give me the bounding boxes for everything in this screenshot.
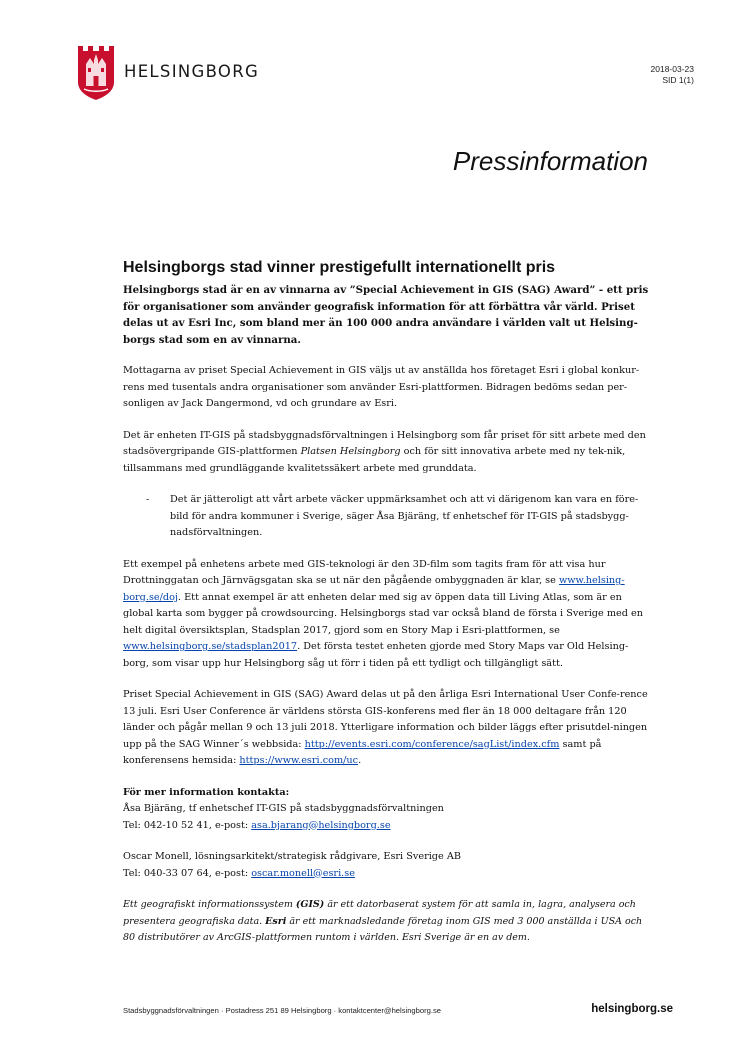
tel-text: Tel: 042-10 52 41, e-post: xyxy=(123,819,252,831)
contact-name: Oscar Monell, lösningsarkitekt/strategisk rådgivare, Esri Sverige AB xyxy=(123,851,461,862)
stadsplan-link[interactable]: www.helsingborg.se/stadsplan2017 xyxy=(123,641,298,652)
sag-list-link[interactable]: http://events.esri.com/conference/sagList/index.cfm xyxy=(304,738,560,750)
contact-block-2 xyxy=(123,849,653,882)
press-release-body xyxy=(123,258,653,947)
helsingborg-crest-logo xyxy=(76,42,116,100)
email-link[interactable]: oscar.monell@esri.se xyxy=(251,867,355,879)
contact-name: Åsa Bjäräng, tf enhetschef IT-GIS på stadsbyggnadsförvaltningen xyxy=(123,803,444,814)
text: Ett geografiskt informationssystem xyxy=(123,899,296,910)
text: är ett marknadsledande företag inom GIS med 3 000 anställda i USA och 80 distributörer av ArcGIS-plattformen runtom i världen. Esri Sverige är en av dem. xyxy=(123,915,643,943)
list-dash: - xyxy=(146,494,150,505)
paragraph-3 xyxy=(123,557,653,673)
tel-text: Tel: 040-33 07 64, e-post: xyxy=(123,867,252,879)
text: samt på konferensens hemsida: xyxy=(123,738,602,766)
esri-uc-link[interactable]: https://www.esri.com/uc xyxy=(239,755,359,766)
contact-tel xyxy=(123,866,653,883)
contact-tel xyxy=(123,818,653,835)
lead-paragraph: Helsingborgs stad är en av vinnarna av ”Special Achievement in GIS (SAG) Award” - ett pris för organisationer som använder geografisk information för att förbättra vår värld. Priset delas ut av Esri Inc, som bland mer än 100 000 andra användare i världen valt ut Helsing-borgs stad som en av vinnarna. xyxy=(123,284,649,346)
headline: Helsingborgs stad vinner prestigefullt internationellt pris xyxy=(123,259,556,276)
text: Ett exempel på enhetens arbete med GIS-teknologi är den 3D-film som tagits fram för att visa hur Drottninggatan och Järnvägsgatan ska se ut när den pågående ombyggnaden är klar, se xyxy=(123,558,606,586)
text: Priset Special Achievement in GIS (SAG) Award delas ut på den årliga Esri International User Confe-rence 13 juli. Esri User Conference är världens största GIS-konferens med fler än 18 000 deltagare från 120 länder och pågår mellan 9 och 13 juli 2018. Ytterligare information och bilder läggs efter prisutdel-ningen upp på the SAG Winner´s webbsida: xyxy=(123,689,648,750)
footer-address: Stadsbyggnadsförvaltningen · Postadress 251 89 Helsingborg · kontaktcenter@helsingborg.se xyxy=(123,1006,441,1015)
text: Det är enheten IT-GIS på stadsbyggnadsförvaltningen i Helsingborg som får priset för sitt arbete med den stadsövergripande GIS-plattformen xyxy=(123,429,646,457)
text: är ett datorbaserat system för att samla in, lagra, analysera och presentera geografiska data. xyxy=(123,899,636,927)
document-type-title: Pressinformation xyxy=(452,146,648,176)
page-number: SID 1(1) xyxy=(662,75,694,85)
text: . Det första testet enheten gjorde med Story Maps var Old Helsing-borg, som visar upp hur Helsingborg såg ut förr i tiden på ett tydligt och tillgängligt sätt. xyxy=(123,641,629,669)
quote-block xyxy=(123,492,653,542)
text: . xyxy=(358,755,362,766)
paragraph-1: Mottagarna av priset Special Achievement in GIS väljs ut av anställda hos företaget Esri i global konkur-rens med tusentals andra organisationer som använder Esri-plattformen. Bidragen bedöms sedan per-sonligen av Jack Dangermond, vd och grundare av Esri. xyxy=(123,365,640,409)
quote-text: Det är jätteroligt att vårt arbete väcker uppmärksamhet och att vi därigenom kan vara en före-bild för andra kommuner i Sverige, säger Åsa Bjäräng, tf enhetschef för IT-GIS på stadsbygg-nadsförvaltningen. xyxy=(170,494,639,538)
contact-block-1 xyxy=(123,785,653,835)
platform-name: Platsen Helsingborg xyxy=(300,446,401,457)
esri-term: Esri xyxy=(265,915,287,927)
document-date: 2018-03-23 xyxy=(650,64,694,74)
contact-heading: För mer information kontakta: xyxy=(123,786,290,798)
paragraph-2 xyxy=(123,428,653,478)
paragraph-4 xyxy=(123,687,653,770)
text: . Ett annat exempel är att enheten delar med sig av öppen data till Living Atlas, som är en global karta som bygger på crowdsourcing. Helsingborgs stad var också bland de första i Sverige med en helt digital översiktsplan, Stadsplan 2017, gjord som en Story Map i Esri-plattformen, se xyxy=(123,591,643,636)
footer-website: helsingborg.se xyxy=(591,1003,673,1015)
text: och för sitt innovativa arbete med ny tek-nik, tillsammans med grundläggande kvalitetssäkert arbete med grunddata. xyxy=(123,446,626,474)
email-link[interactable]: asa.bjarang@helsingborg.se xyxy=(251,819,391,831)
about-paragraph xyxy=(123,897,653,947)
gis-term: (GIS) xyxy=(295,899,325,910)
doj-link[interactable]: www.helsing-borg.se/doj xyxy=(123,575,625,603)
logo-wordmark: HELSINGBORG xyxy=(124,62,260,81)
